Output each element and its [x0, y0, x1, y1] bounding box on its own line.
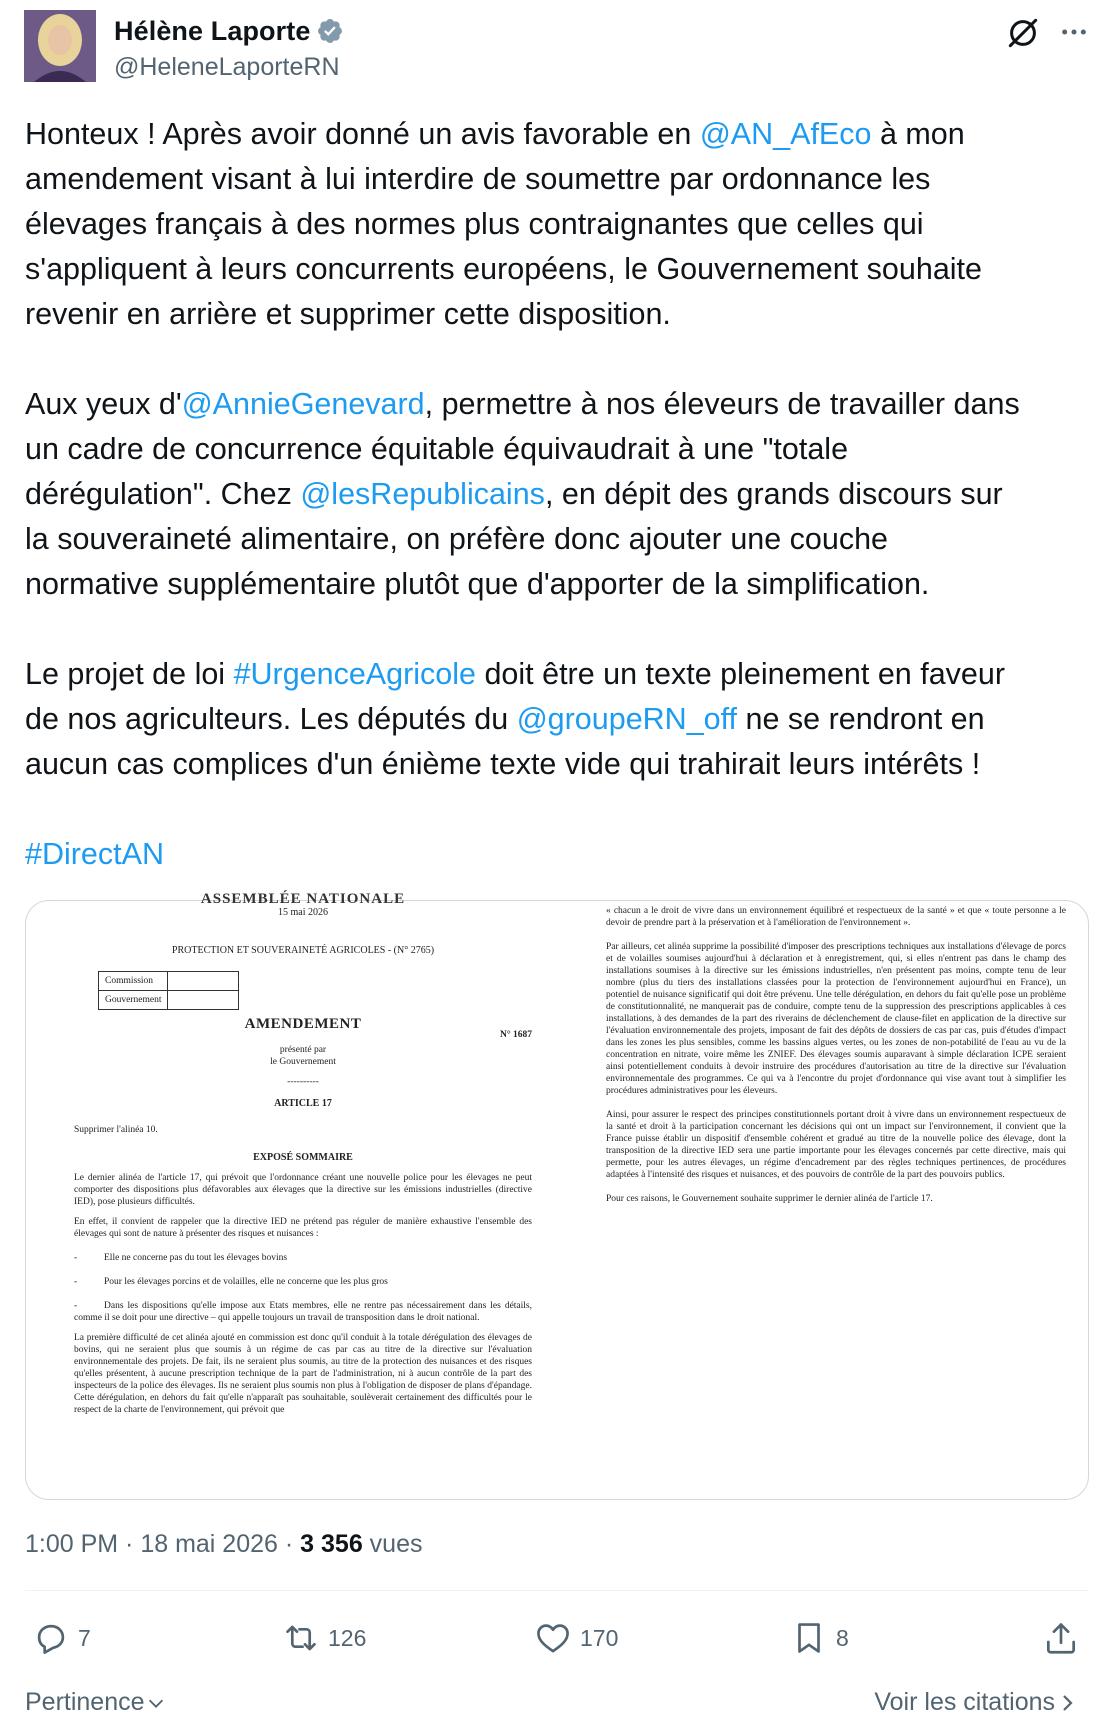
text-line: Honteux ! Après avoir donné un avis favorable en @AN_AfEco à mon	[25, 117, 965, 151]
share-icon	[1042, 1619, 1080, 1657]
bookmark-button[interactable]	[790, 1615, 849, 1661]
doc-paragraph: « chacun a le droit de vivre dans un environnement équilibré et respectueux de la santé » et que « toute personne a le devoir de prendre part à la préservation et à l'amélioration de l'environnement ».	[606, 906, 1066, 928]
views-label: vues	[362, 1530, 423, 1558]
mention-an-afeco[interactable]: @AN_AfEco	[699, 117, 872, 151]
text-line: la souveraineté alimentaire, on préfère donc ajouter une couche	[25, 522, 889, 556]
sort-label: Pertinence	[25, 1688, 145, 1716]
text-line: aucun cas complices d'un énième texte vide qui trahirait leurs intérêts !	[25, 747, 981, 781]
text-line: de nos agriculteurs. Les députés du @groupeRN_off ne se rendront en	[25, 702, 985, 736]
chevron-down-icon	[145, 1692, 167, 1714]
doc-bullet: - Pour les élevages porcins et de volailles, elle ne concerne que les plus gros	[74, 1277, 388, 1287]
doc-dashes: ----------	[287, 1077, 319, 1087]
tweet-text	[25, 112, 1095, 877]
chevron-right-icon	[1055, 1691, 1079, 1715]
doc-article: ARTICLE 17	[274, 1098, 332, 1109]
repost-button[interactable]	[282, 1615, 366, 1661]
doc-bullet: - Dans les dispositions qu'elle impose aux Etats membres, elle ne rentre pas nécessairement dans les détails, comme il se doit pour une directive – qui appelle toujours un travail de transposition dans le droit national.	[74, 1301, 532, 1323]
grok-icon[interactable]	[1004, 14, 1042, 52]
doc-assembly: ASSEMBLÉE NATIONALE	[200, 891, 406, 907]
doc-presented-by: présenté par le Gouvernement	[270, 1045, 336, 1067]
doc-delete-line: Supprimer l'alinéa 10.	[74, 1125, 158, 1135]
document-left-column	[74, 891, 532, 1416]
doc-date: 15 mai 2026	[278, 907, 328, 918]
view-quotes-link[interactable]	[874, 1688, 1079, 1717]
doc-title: PROTECTION ET SOUVERAINETÉ AGRICOLES - (N° 2765)	[171, 945, 435, 956]
reply-icon	[32, 1619, 70, 1657]
text-line: élevages français à des normes plus contraignantes que celles qui	[25, 207, 924, 241]
text-line: Aux yeux d'@AnnieGenevard, permettre à nos éleveurs de travailler dans	[25, 387, 1020, 421]
doc-paragraph: En effet, il convient de rappeler que la directive IED ne prétend pas réguler de manière exhaustive l'ensemble des élevages qui sont de nature à présenter des risques et nuisances :	[74, 1217, 532, 1239]
repost-count: 126	[328, 1624, 367, 1651]
text-line: s'appliquent à leurs concurrents européens, le Gouvernement souhaite	[25, 252, 982, 286]
author-block	[114, 14, 344, 82]
text-line: normative supplémentaire plutôt que d'apporter de la simplification.	[25, 567, 930, 601]
doc-expose-heading: EXPOSÉ SOMMAIRE	[253, 1152, 353, 1163]
text-line: un cadre de concurrence équitable équivaudrait à une "totale	[25, 432, 849, 466]
text-line: Le projet de loi #UrgenceAgricole doit être un texte pleinement en faveur	[25, 657, 1005, 691]
doc-amendment-heading: AMENDEMENT	[244, 1016, 362, 1032]
tweet-meta: 1:00 PM · 18 mai 2026 · 3 356 vues	[25, 1530, 423, 1558]
text-line: revenir en arrière et supprimer cette disposition.	[25, 297, 671, 331]
document-right-column	[606, 901, 1066, 1205]
verified-badge-icon[interactable]	[316, 17, 344, 45]
hashtag-urgence-agricole[interactable]: #UrgenceAgricole	[233, 657, 476, 691]
doc-paragraph: Pour ces raisons, le Gouvernement souhaite supprimer le dernier alinéa de l'article 17.	[606, 1194, 933, 1204]
more-icon[interactable]	[1058, 16, 1090, 48]
tweet-time[interactable]: 1:00 PM	[25, 1530, 119, 1558]
bookmark-count: 8	[836, 1624, 849, 1651]
doc-paragraph: Ainsi, pour assurer le respect des principes constitutionnels portant droit à vivre dans un environnement respectueux de la santé et droit à la participation concernant les décisions qui ont un impact sur l'environnement, il convient que la France puisse établir un dispositif d'ensemble cohérent et gradué au titre de la nouvelle police des élevage, dont la transposition de la directive IED sera une partie importante pour les élevages concernés par cette directive, mais qui permette, pour les autres élevages, un régime d'encadrement par des règles techniques pertinences, de procédures adaptées à l'intensité des risques et nuisances, et des pouvoirs de contrôle de la part des pouvoirs publics.	[606, 1110, 1066, 1180]
text-line	[25, 832, 1095, 877]
text-line: amendement visant à lui interdire de soumettre par ordonnance les	[25, 162, 931, 196]
repost-icon	[282, 1619, 320, 1657]
text-line: dérégulation". Chez @lesRepublicains, en dépit des grands discours sur	[25, 477, 1003, 511]
heart-icon	[534, 1619, 572, 1657]
doc-paragraph: La première difficulté de cet alinéa ajouté en commission est donc qu'il conduit à la totale dérégulation des élevages de bovins, qui ne seraient plus que soumis à un régime de cas par cas au titre de la directive sur l'évaluation environnementale des projets. De fait, ils ne seraient plus soumis, au titre de la protection des nuisances et des risques qu'elles présentent, à aucune prescription technique de la part de l'administration, ni à aucun contrôle de la part des inspecteurs de la police des élevages. Ils ne seraient plus soumis non plus à l'obligation de disposer de plans d'épandage. Cette dérégulation, en dehors du fait qu'elle n'apparaît pas souhaitable, soulèverait certainement des difficultés pour le respect de la charte de l'environnement, qui prévoit que	[74, 1333, 532, 1415]
bookmark-icon	[790, 1619, 828, 1657]
hashtag-direct-an[interactable]: #DirectAN	[25, 837, 164, 871]
sort-dropdown[interactable]	[25, 1688, 167, 1717]
mention-les-republicains[interactable]: @lesRepublicains	[300, 477, 545, 511]
tweet-date[interactable]: 18 mai 2026	[140, 1530, 278, 1558]
doc-paragraph: Par ailleurs, cet alinéa supprime la possibilité d'imposer des prescriptions techniques aux installations d'élevage de porcs et de volailles soumises aujourd'hui à déclaration et à enregistrement, qui, si elles n'entrent pas dans le champ des installations soumises à la directive sur les émissions industrielles, n'en présentent pas moins, compte tenu de leur nombre (plus du tiers des installations classées pour la protection de l'environnement aujourd'hui en France), un potentiel de nuisance significatif qui doit être prévenu. Une telle dérégulation, en dehors du fait qu'elle pose un problème de constitutionnalité, ne manquerait pas de conduire, compte tenu de la suppression des prescriptions applicables à ces installations, à des demandes de la part des riverains de déclenchement de clause-filet en application de la directive sur l'évaluation environnementale des projets, imposant de fait des dépôts de dossiers de cas par cas, puis d'études d'impact dans les zones les plus sensibles, comme les bassins algues vertes, ou les zones de non-potabilité de l'eau au vu de la concentration en nitrate, voire même les ZNIEF. Des élevages soumis auparavant à simple déclaration ICPE seraient ainsi potentiellement conduits à devoir instruire des procédures d'autorisation au titre de la directive sur l'évaluation environnementale des programmes. Ce qui va à l'encontre du projet d'ordonnance qui vise avant tout à simplifier les procédures administratives pour les éleveurs.	[606, 942, 1066, 1096]
display-name[interactable]: Hélène Laporte	[114, 15, 311, 46]
reply-button[interactable]	[32, 1615, 91, 1661]
like-button[interactable]	[534, 1615, 618, 1661]
avatar[interactable]	[24, 10, 96, 82]
doc-number: N° 1687	[499, 1030, 532, 1040]
share-button[interactable]	[1042, 1615, 1080, 1661]
doc-table-cell: Gouvernement	[99, 991, 168, 1010]
doc-table	[98, 971, 239, 1010]
doc-paragraph: Le dernier alinéa de l'article 17, qui prévoit que l'ordonnance créant une nouvelle police pour les élevages ne peut comporter des dispositions plus défavorables aux élevages que la directive sur les émissions industrielles (directive IED), pose plusieurs difficultés.	[74, 1173, 532, 1207]
mention-groupe-rn-off[interactable]: @groupeRN_off	[516, 702, 738, 736]
handle[interactable]: @HeleneLaporteRN	[114, 53, 340, 81]
like-count: 170	[580, 1624, 619, 1651]
action-bar	[0, 1615, 1104, 1665]
divider	[25, 1590, 1089, 1591]
views-count: 3 356	[300, 1530, 363, 1558]
doc-bullet: - Elle ne concerne pas du tout les élevages bovins	[74, 1253, 288, 1263]
mention-annie-genevard[interactable]: @AnnieGenevard	[181, 387, 425, 421]
attached-document-image[interactable]	[25, 891, 1089, 1500]
view-quotes-label: Voir les citations	[874, 1688, 1055, 1716]
doc-table-cell: Commission	[99, 972, 168, 991]
reply-count: 7	[78, 1624, 91, 1651]
